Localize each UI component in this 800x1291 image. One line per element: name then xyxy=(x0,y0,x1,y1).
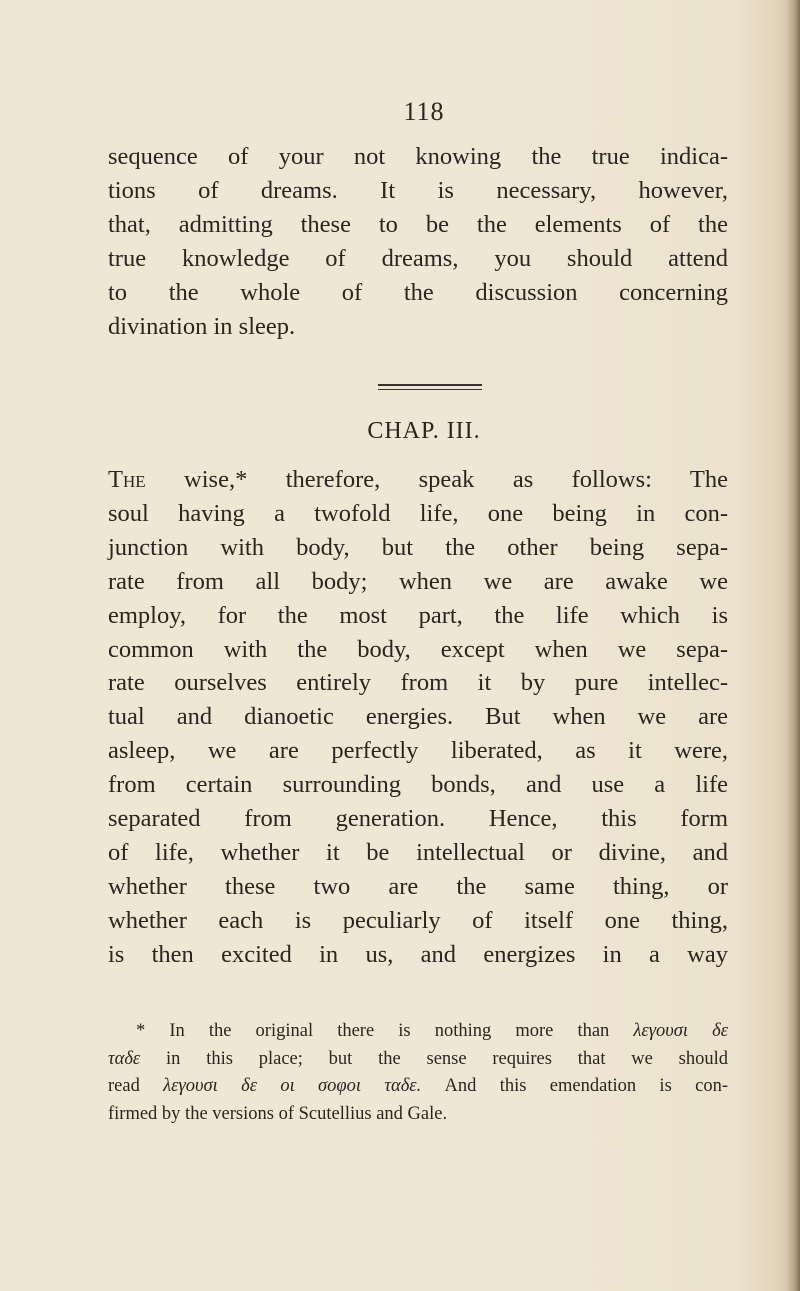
text-line: that, admitting these to be the elements of the xyxy=(108,210,728,238)
footnote-line: firmed by the versions of Scutellius and Gale. xyxy=(108,1103,448,1124)
intro-paragraph xyxy=(108,140,728,343)
chapter-paragraph xyxy=(108,463,728,972)
text-line: employ, for the most part, the life which is xyxy=(108,601,728,629)
text-line: of life, whether it be intellectual or divine, and xyxy=(108,838,728,866)
text-line: true knowledge of dreams, you should attend xyxy=(108,244,728,272)
text-line: junction with body, but the other being sepa- xyxy=(108,533,728,561)
text-line: is then excited in us, and energizes in a way xyxy=(108,940,728,968)
text-line: rate from all body; when we are awake we xyxy=(108,567,728,595)
text-line: whether these two are the same thing, or xyxy=(108,872,728,900)
text-line: soul having a twofold life, one being in con- xyxy=(108,499,728,527)
footnote-text: And this emendation is con- xyxy=(421,1076,728,1096)
footnote-text: * In the original there is nothing more than xyxy=(136,1021,634,1041)
page-edge-shadow xyxy=(786,0,800,1291)
greek-text: ταδε xyxy=(108,1048,141,1069)
text-line: rate ourselves entirely from it by pure intellec- xyxy=(108,669,728,697)
footnote-line xyxy=(108,1018,728,1046)
text-line: to the whole of the discussion concerning xyxy=(108,278,728,306)
footnote xyxy=(108,1018,728,1128)
text-line: divination in sleep. xyxy=(108,312,296,340)
page-number: 118 xyxy=(403,97,445,126)
text-line xyxy=(108,463,728,497)
footnote-line xyxy=(108,1073,728,1101)
text-line-rest: wise,* therefore, speak as follows: The xyxy=(145,466,728,493)
text-line: from certain surrounding bonds, and use a life xyxy=(108,771,728,799)
footnote-text: in this place; but the sense requires that we should xyxy=(140,1048,728,1069)
chapter-heading: CHAP. III. xyxy=(367,418,481,444)
section-divider xyxy=(378,384,482,390)
text-line: common with the body, except when we sepa- xyxy=(108,635,728,663)
text-line: tions of dreams. It is necessary, however, xyxy=(108,176,728,204)
text-line: tual and dianoetic energies. But when we are xyxy=(108,703,728,731)
greek-text: λεγουσι δε οι σοφοι ταδε. xyxy=(163,1076,422,1096)
text-line: asleep, we are perfectly liberated, as it were, xyxy=(108,737,728,765)
opening-word: The xyxy=(108,466,146,493)
text-line: whether each is peculiarly of itself one thing, xyxy=(108,906,728,934)
greek-text: λεγουσι δε xyxy=(633,1021,728,1041)
text-line: separated from generation. Hence, this form xyxy=(108,805,728,833)
footnote-line xyxy=(108,1046,728,1074)
text-line: sequence of your not knowing the true indica- xyxy=(108,143,728,170)
footnote-text: read xyxy=(108,1076,164,1096)
